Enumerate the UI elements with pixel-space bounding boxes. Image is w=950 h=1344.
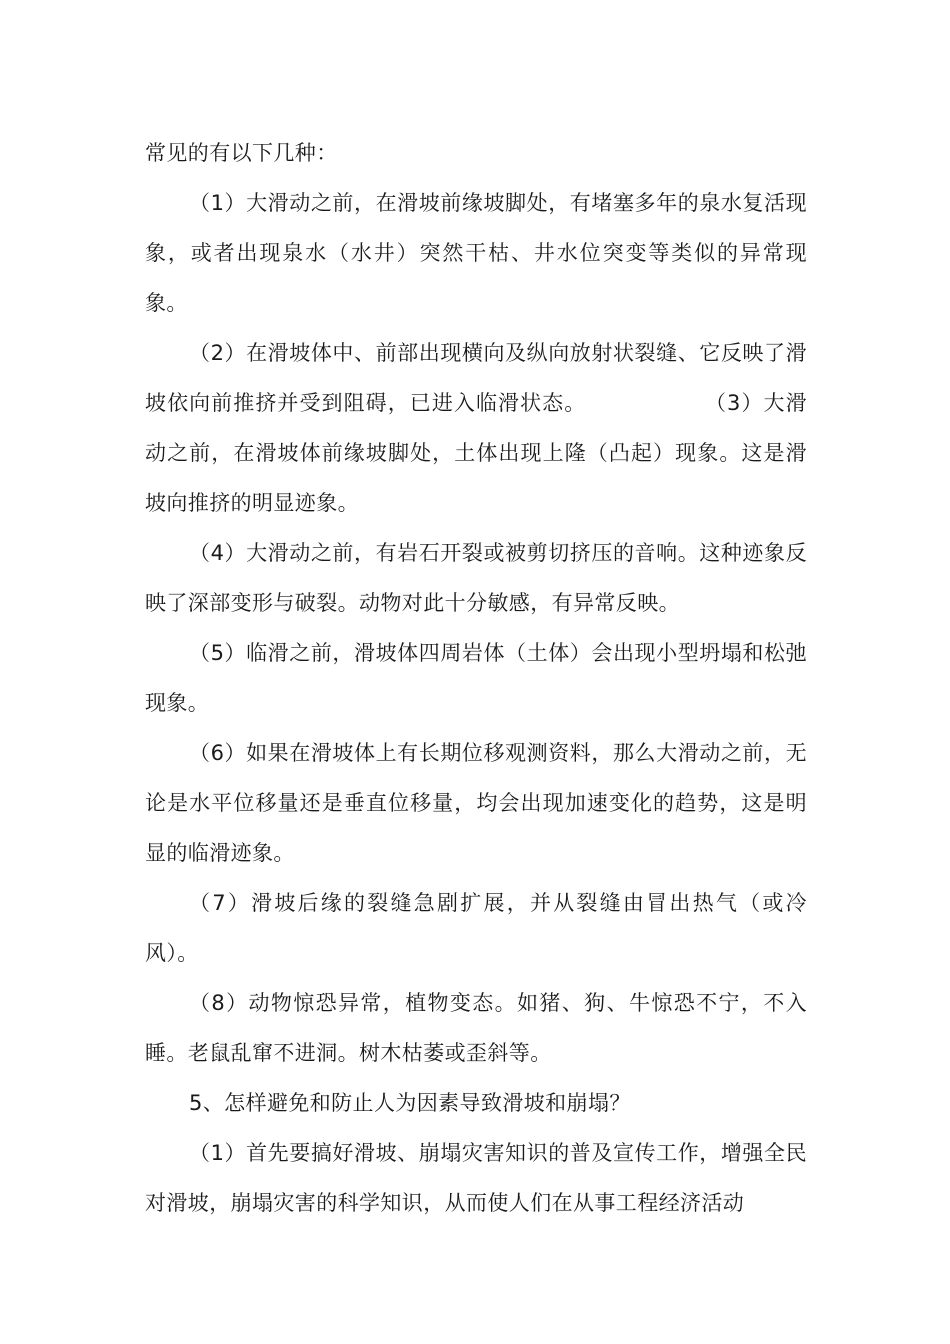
- paragraph-item-6: （6）如果在滑坡体上有长期位移观测资料，那么大滑动之前，无论是水平位移量还是垂直位移量，均会出现加速变化的趋势，这是明显的临滑迹象。: [145, 741, 807, 865]
- paragraph-item-2-text: （2）在滑坡体中、前部出现横向及纵向放射状裂缝、它反映了滑坡依向前推挤并受到阻碍，已进入临滑状态。: [145, 341, 807, 415]
- paragraph-item-3-text: （3）大滑动之前，在滑坡体前缘坡脚处，土体出现上隆（凸起）现象。这是滑坡向推挤的明显迹象。: [145, 391, 807, 515]
- document-body: [145, 128, 807, 1228]
- paragraph-item-8: （8）动物惊恐异常，植物变态。如猪、狗、牛惊恐不宁，不入睡。老鼠乱窜不进洞。树木枯萎或歪斜等。: [145, 991, 807, 1065]
- paragraph-item-1: （1）大滑动之前，在滑坡前缘坡脚处，有堵塞多年的泉水复活现象，或者出现泉水（水井）突然干枯、井水位突变等类似的异常现象。: [145, 191, 807, 315]
- paragraph-item-2-3: [145, 328, 807, 528]
- paragraph-item-7: （7）滑坡后缘的裂缝急剧扩展，并从裂缝由冒出热气（或冷风）。: [145, 891, 807, 965]
- section-heading-5: 5、怎样避免和防止人为因素导致滑坡和崩塌？: [189, 1091, 631, 1115]
- paragraph-prevention-1: （1）首先要搞好滑坡、崩塌灾害知识的普及宣传工作，增强全民对滑坡，崩塌灾害的科学知识，从而使人们在从事工程经济活动: [145, 1141, 807, 1215]
- paragraph-item-4: （4）大滑动之前，有岩石开裂或被剪切挤压的音响。这种迹象反映了深部变形与破裂。动物对此十分敏感，有异常反映。: [145, 541, 807, 615]
- paragraph-intro: 常见的有以下几种：: [145, 141, 338, 165]
- paragraph-item-5: （5）临滑之前，滑坡体四周岩体（土体）会出现小型坍塌和松弛现象。: [145, 641, 807, 715]
